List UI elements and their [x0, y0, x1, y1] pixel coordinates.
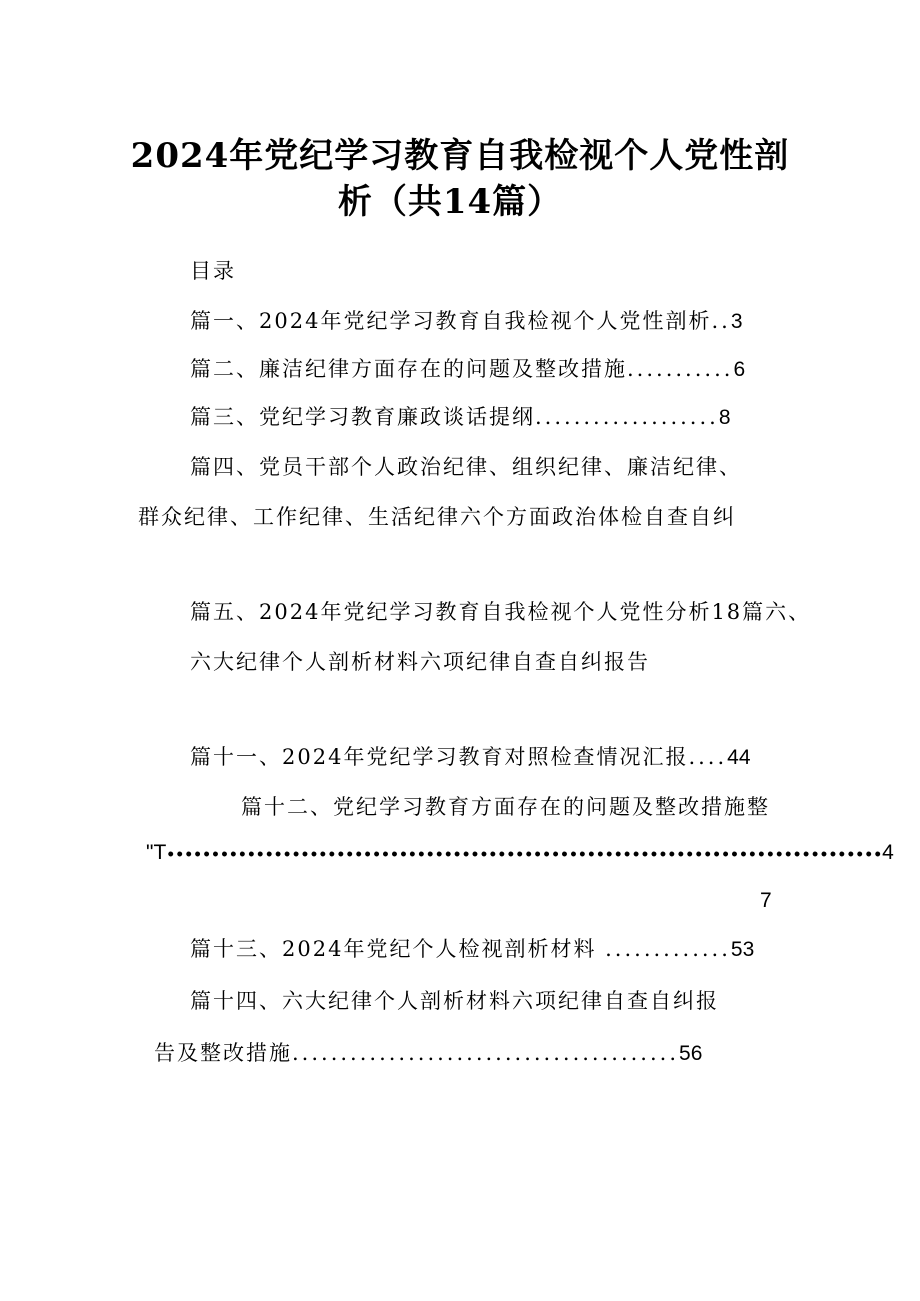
toc-entry-12-line1[interactable]: 篇十二、党纪学习教育方面存在的问题及整改措施整 — [241, 795, 770, 819]
toc-entry-3[interactable] — [190, 402, 731, 433]
toc-entry-text: 篇十一、2024年党纪学习教育对照检查情况汇报 — [190, 745, 689, 769]
toc-entry-5-line1[interactable]: 篇五、2024年党纪学习教育自我检视个人党性分析18篇六、 — [190, 600, 812, 624]
toc-entry-leader: ................... — [535, 405, 719, 429]
toc-entry-leader: .... — [688, 745, 728, 769]
doc-title-line1: 2024年党纪学习教育自我检视个人党性剖 — [130, 136, 790, 176]
toc-entry-page: 6 — [733, 358, 746, 381]
toc-entry-2[interactable] — [190, 354, 745, 385]
toc-entry-page: 44 — [727, 746, 751, 769]
toc-entry-11[interactable] — [190, 742, 751, 773]
toc-entry-4-line1[interactable]: 篇四、党员干部个人政治纪律、组织纪律、廉洁纪律、 — [190, 455, 742, 479]
toc-entry-14-line2[interactable] — [154, 1038, 702, 1069]
toc-entry-page: 53 — [730, 938, 755, 961]
toc-entry-12-line3: 7 — [760, 889, 772, 912]
toc-entry-text: 篇二、廉洁纪律方面存在的问题及整改措施 — [190, 357, 627, 381]
toc-entry-prefix: "T — [146, 841, 167, 864]
toc-entry-leader: ............. — [605, 937, 731, 961]
doc-title-line2: 析（共14篇） — [337, 182, 563, 222]
toc-entry-4-line2[interactable]: 群众纪律、工作纪律、生活纪律六个方面政治体检自查自纠 — [138, 505, 736, 529]
toc-entry-text: 篇一、2024年党纪学习教育自我检视个人党性剖析 — [190, 309, 712, 333]
toc-entry-page: 56 — [679, 1042, 703, 1065]
toc-entry-text: 篇十三、2024年党纪个人检视剖析材料 — [190, 937, 606, 961]
toc-entry-page: 8 — [718, 406, 731, 429]
toc-entry-14-line1[interactable]: 篇十四、六大纪律个人剖析材料六项纪律自查自纠报 — [190, 989, 719, 1013]
toc-heading: 目录 — [190, 259, 236, 283]
toc-entry-page: 4 — [882, 841, 894, 864]
toc-entry-leader: .. — [711, 309, 731, 333]
toc-entry-1[interactable] — [190, 306, 743, 337]
toc-entry-leader: •••••••••••••••••••••••••••••••••••••••••••••••••••••••••••••••••••••••••••••••• — [166, 847, 883, 863]
toc-entry-text: 告及整改措施 — [154, 1041, 292, 1065]
toc-entry-12-line2[interactable] — [146, 838, 894, 870]
toc-entry-13[interactable] — [190, 934, 754, 965]
toc-entry-leader: ........................................ — [292, 1041, 680, 1065]
toc-entry-page: 3 — [730, 310, 743, 333]
toc-entry-leader: ........... — [627, 357, 734, 381]
toc-entry-text: 篇三、党纪学习教育廉政谈话提纲 — [190, 405, 535, 429]
toc-entry-5-line2[interactable]: 六大纪律个人剖析材料六项纪律自查自纠报告 — [190, 650, 650, 674]
